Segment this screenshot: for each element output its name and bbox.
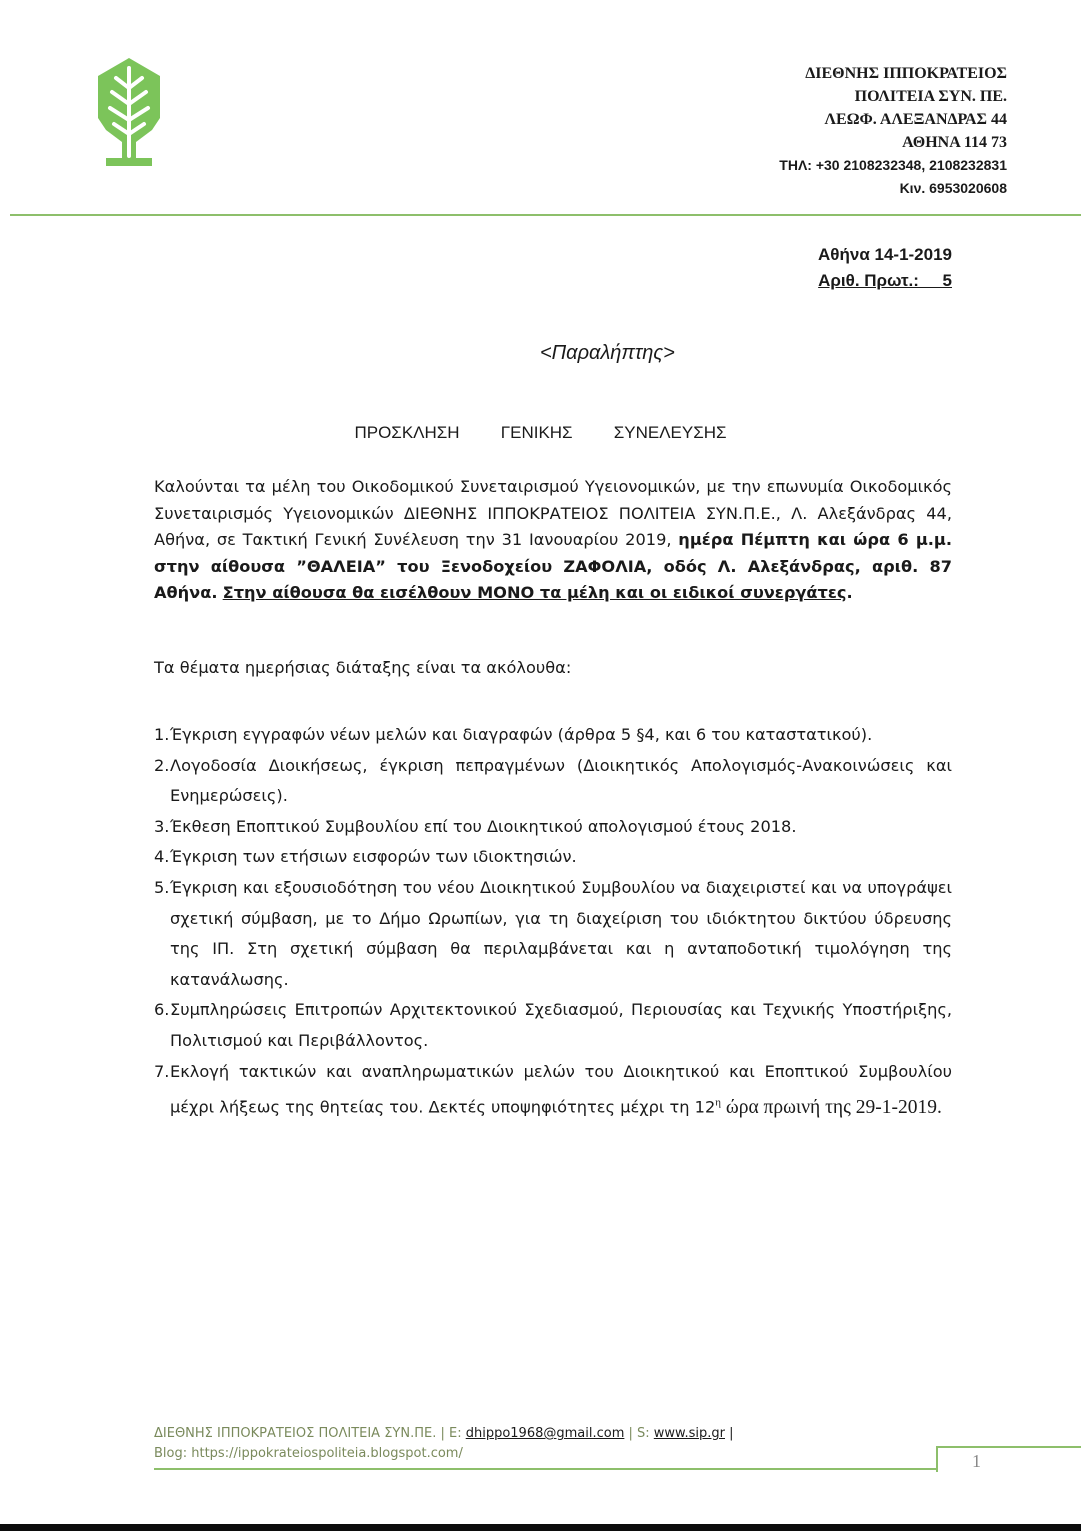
agenda-item-text-part: ώρα πρωινή της 29-1-2019. xyxy=(721,1096,942,1118)
agenda-item xyxy=(154,842,952,873)
date-block xyxy=(818,242,952,294)
agenda-item-number: 2. xyxy=(154,755,170,775)
agenda-item-number: 1. xyxy=(154,725,170,744)
intro-end: . xyxy=(846,583,853,602)
intro-text: Καλούνται τα μέλη του Οικοδομικού Συνεταιρισμού Υγειονομικών, με την επωνυμία Οικοδομικός Συνεταιρισμός Υγειονομικών ΔΙΕΘΝΗΣ ΙΠΠΟΚΡΑΤΕΙΟΣ ΠΟΛΙΤΕΙΑ ΣΥΝ.Π.Ε., Λ. Αλεξάνδρας 44, Αθήνα, σε Τακτική Γενική Συνέλευση την 31 Ιανουαρίου 2019, xyxy=(154,477,952,549)
org-phone: ΤΗΛ: +30 2108232348, 2108232831 xyxy=(779,157,1007,173)
agenda-item-number: 7. xyxy=(154,1061,170,1081)
footer-end: | xyxy=(725,1426,734,1441)
recipient: <Παραλήπτης> xyxy=(540,342,675,364)
agenda-item-text: Λογοδοσία Διοικήσεως, έγκριση πεπραγμένων (Διοικητικός Απολογισμός-Ανακοινώσεις και Ενημερώσεις). xyxy=(170,755,952,806)
agenda-intro: Τα θέματα ημερήσιας διάταξης είναι τα ακόλουθα: xyxy=(154,658,572,677)
protocol-number: Αριθ. Πρωτ.: 5 xyxy=(818,271,952,290)
agenda-item-text xyxy=(167,1057,952,1124)
org-mobile: Κιν. 6953020608 xyxy=(899,180,1007,196)
letter-date: Αθήνα 14-1-2019 xyxy=(818,245,952,264)
agenda-item-text: Έκθεση Εποπτικού Συμβουλίου επί του Διοικητικού απολογισμού έτους 2018. xyxy=(170,816,797,836)
agenda-item-number: 4. xyxy=(154,847,170,867)
tree-logo-icon xyxy=(96,58,162,170)
footer-org: ΔΙΕΘΝΗΣ ΙΠΠΟΚΡΑΤΕΙΟΣ ΠΟΛΙΤΕΙΑ ΣΥΝ.ΠΕ. | E: xyxy=(154,1426,466,1441)
agenda-item-number: 5. xyxy=(154,877,170,897)
footer-separator: | S: xyxy=(624,1426,654,1441)
agenda-item xyxy=(154,751,952,812)
agenda-item-text: Έγκριση και εξουσιοδότηση του νέου Διοικητικού Συμβουλίου να διαχειριστεί και να υπογράψει σχετική σύμβαση, με το Δήμο Ωρωπίων, για τη διαχείριση του ιδιόκτητου δικτύου ύδρευσης της ΙΠ. Στη σχετική σύμβαση θα περιλαμβάνεται και η ανταποδοτική τιμολόγηση της κατανάλωσης. xyxy=(170,877,952,989)
footer-email-link[interactable]: dhippo1968@gmail.com xyxy=(465,1426,625,1441)
agenda-item-text: Έγκριση των ετήσιων εισφορών των ιδιοκτησιών. xyxy=(170,847,577,867)
meeting-details: ημέρα Πέμπτη και ώρα 6 μ.μ. στην αίθουσα ”ΘΑΛΕΙΑ” του Ξενοδοχείου ΖΑΦΟΛΙΑ, οδός Λ. Αλεξάνδρας, αριθ. 87 Αθήνα. xyxy=(154,530,952,602)
agenda-item xyxy=(154,995,952,1056)
agenda-item xyxy=(154,1057,952,1124)
entry-notice: Στην αίθουσα θα εισέλθουν ΜΟΝΟ τα μέλη και οι ειδικοί συνεργάτες xyxy=(222,583,847,602)
agenda-item xyxy=(154,812,952,843)
agenda-item-text-part: Εκλογή τακτικών και αναπληρωματικών μελών του Διοικητικού και Εποπτικού Συμβουλίου μέχρι λήξεως της θητείας του. Δεκτές υποψηφιότητες μέχρι τη 12 xyxy=(170,1061,952,1117)
footer-contact-line xyxy=(154,1424,734,1444)
page-number: 1 xyxy=(972,1451,981,1471)
agenda-item-number: 3. xyxy=(154,816,170,836)
agenda-item-text: Συμπληρώσεις Επιτροπών Αρχιτεκτονικού Σχεδιασμού, Περιουσίας και Τεχνικής Υποστήριξης, Πολιτισμού και Περιβάλλοντος. xyxy=(170,1000,952,1050)
footer-blog: Blog: https://ippokrateiospoliteia.blogspot.com/ xyxy=(154,1446,463,1461)
org-address: ΛΕΩΦ. ΑΛΕΞΑΝΔΡΑΣ 44 xyxy=(824,111,1007,128)
agenda-item-number: 6. xyxy=(154,1000,170,1020)
footer xyxy=(154,1424,734,1464)
footer-divider xyxy=(154,1468,936,1470)
org-city: ΑΘΗΝΑ 114 73 xyxy=(902,134,1007,151)
org-name-line2: ΠΟΛΙΤΕΙΑ ΣΥΝ. ΠΕ. xyxy=(854,88,1007,105)
agenda-item-text-cont xyxy=(715,1097,942,1118)
agenda-item xyxy=(154,720,952,751)
agenda-item xyxy=(154,873,952,995)
scan-edge xyxy=(0,1524,1081,1531)
page-number-frame xyxy=(936,1446,1081,1472)
ordinal-superscript: η xyxy=(715,1096,722,1109)
agenda-list xyxy=(154,720,952,1123)
footer-site-link[interactable]: www.sip.gr xyxy=(653,1426,725,1441)
letterhead xyxy=(779,62,1007,200)
agenda-item-text: Έγκριση εγγραφών νέων μελών και διαγραφών (άρθρα 5 §4, και 6 του καταστατικού). xyxy=(170,725,873,744)
intro-paragraph xyxy=(154,474,952,607)
org-name-line1: ΔΙΕΘΝΗΣ ΙΠΠΟΚΡΑΤΕΙΟΣ xyxy=(805,65,1007,82)
header-divider xyxy=(10,214,1081,216)
document-title: ΠΡΟΣΚΛΗΣΗ ΓΕΝΙΚΗΣ ΣΥΝΕΛΕΥΣΗΣ xyxy=(354,423,727,442)
